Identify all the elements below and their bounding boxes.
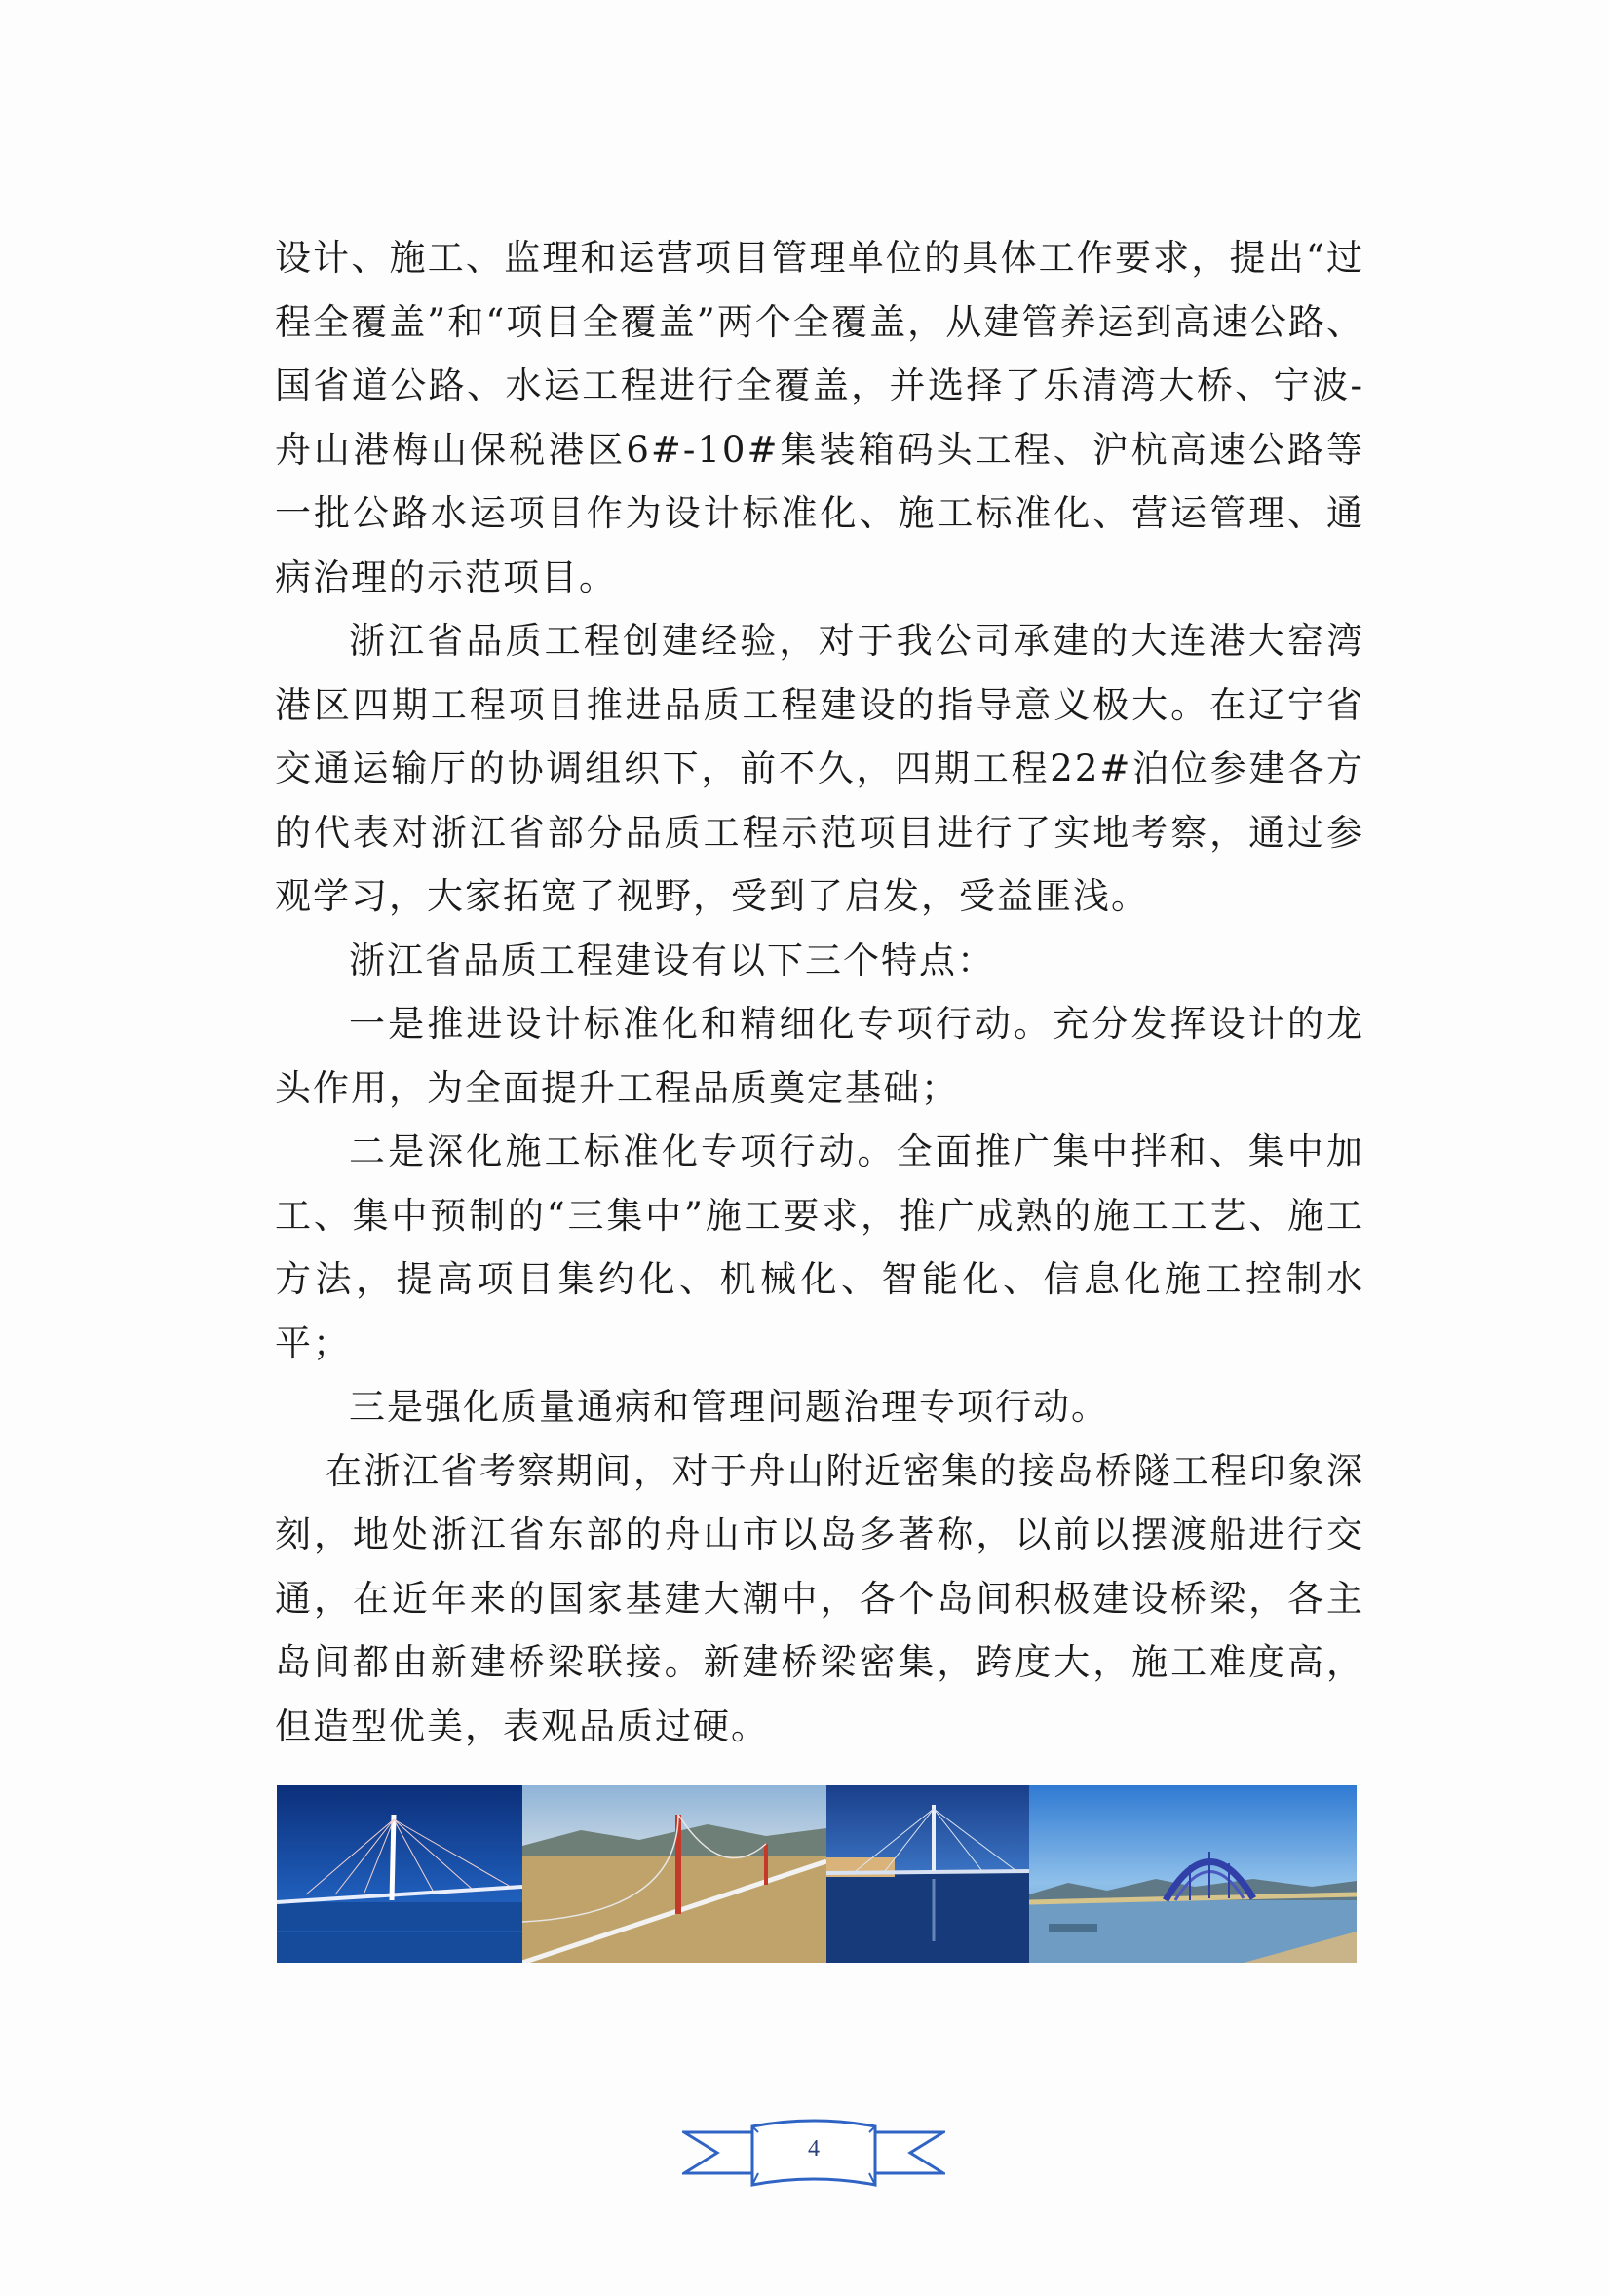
page-number: 4 (808, 2136, 820, 2162)
paragraph-features-intro: 浙江省品质工程建设有以下三个特点： (349, 938, 995, 981)
paragraph-zhoushan: 在浙江省考察期间，对于舟山附近密集的接岛桥隧工程印象深刻，地处浙江省东部的舟山市以岛多著称，以前以摆渡船进行交通，在近年来的国家基建大潮中，各个岛间积极建设桥梁，各主岛间都由新建桥梁联接。新建桥梁密集，跨度大，施工难度高，但造型优美，表观品质过硬。 (275, 1449, 1364, 1747)
paragraph-continuation: 设计、施工、监理和运营项目管理单位的具体工作要求，提出“过程全覆盖”和“项目全覆盖”两个全覆盖，从建管养运到高速公路、国省道公路、水运工程进行全覆盖，并选择了乐清湾大桥、宁波-舟山港梅山保税港区6#-10#集装箱码头工程、沪杭高速公路等一批公路水运项目作为设计标准化、施工标准化、营运管理、通病治理的示范项目。 (275, 237, 1364, 598)
arch-bridge-blue-photo-icon (1029, 1785, 1357, 1963)
bridge-photo-strip (277, 1785, 1357, 1963)
cable-stayed-bridge-night-photo-icon (277, 1785, 522, 1963)
paragraph-feature-three: 三是强化质量通病和管理问题治理专项行动。 (349, 1386, 1109, 1428)
page-number-ribbon (682, 2113, 945, 2200)
paragraph-feature-two: 二是深化施工标准化专项行动。全面推广集中拌和、集中加工、集中预制的“三集中”施工要求，推广成熟的施工工艺、施工方法，提高项目集约化、机械化、智能化、信息化施工控制水平； (275, 1130, 1364, 1364)
body-text (275, 226, 1364, 1758)
paragraph-experience: 浙江省品质工程创建经验，对于我公司承建的大连港大窑湾港区四期工程项目推进品质工程建设的指导意义极大。在辽宁省交通运输厅的协调组织下，前不久，四期工程22#泊位参建各方的代表对浙江省部分品质工程示范项目进行了实地考察，通过参观学习，大家拓宽了视野，受到了启发，受益匪浅。 (275, 620, 1364, 917)
paragraph-feature-one: 一是推进设计标准化和精细化专项行动。充分发挥设计的龙头作用，为全面提升工程品质奠定基础； (275, 1003, 1364, 1109)
suspension-bridge-aerial-photo-icon (522, 1785, 826, 1963)
cable-stayed-bridge-dusk-photo-icon (826, 1785, 1029, 1963)
